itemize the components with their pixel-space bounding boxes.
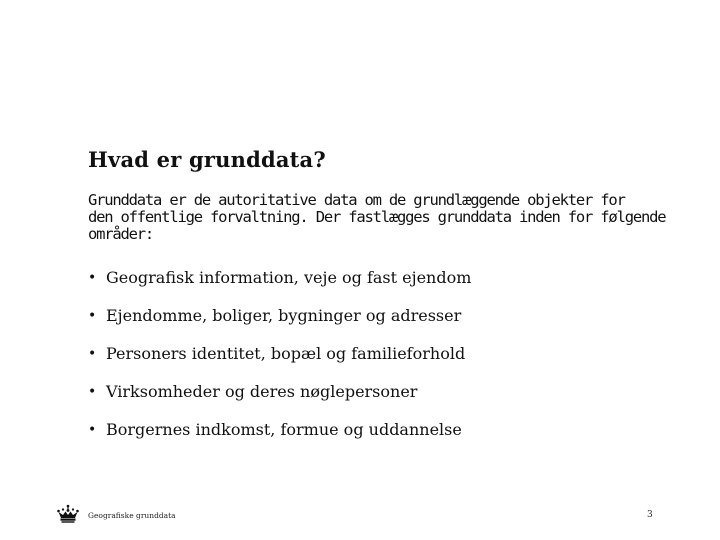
bullet-icon: • [88, 384, 97, 400]
list-item [88, 418, 471, 456]
intro-line: Grunddata er de autoritative data om de grundlæggende objekter for [88, 191, 625, 209]
bullet-icon: • [88, 270, 97, 286]
intro-line: den offentlige forvaltning. Der fastlægges grunddata inden for følgende [88, 208, 666, 226]
list-item [88, 266, 471, 304]
list-item-text: Ejendomme, boliger, bygninger og adresser [106, 306, 462, 325]
bullet-icon: • [88, 346, 97, 362]
intro-paragraph [88, 192, 678, 243]
list-item-text: Geografisk information, veje og fast ejendom [106, 268, 472, 287]
list-item [88, 342, 471, 380]
list-item-text: Borgernes indkomst, formue og uddannelse [106, 420, 462, 439]
bullet-icon: • [88, 422, 97, 438]
list-item [88, 380, 471, 418]
list-item-text: Personers identitet, bopæl og familieforhold [106, 344, 466, 363]
page-number: 3 [647, 510, 653, 520]
list-item-text: Virksomheder og deres nøglepersoner [106, 382, 418, 401]
crown-icon [56, 504, 80, 524]
bullet-list [88, 266, 471, 456]
bullet-icon: • [88, 308, 97, 324]
intro-line: områder: [88, 225, 154, 243]
slide-title: Hvad er grunddata? [88, 147, 326, 172]
footer-title: Geografiske grunddata [88, 511, 176, 520]
list-item [88, 304, 471, 342]
slide-footer [0, 500, 720, 530]
